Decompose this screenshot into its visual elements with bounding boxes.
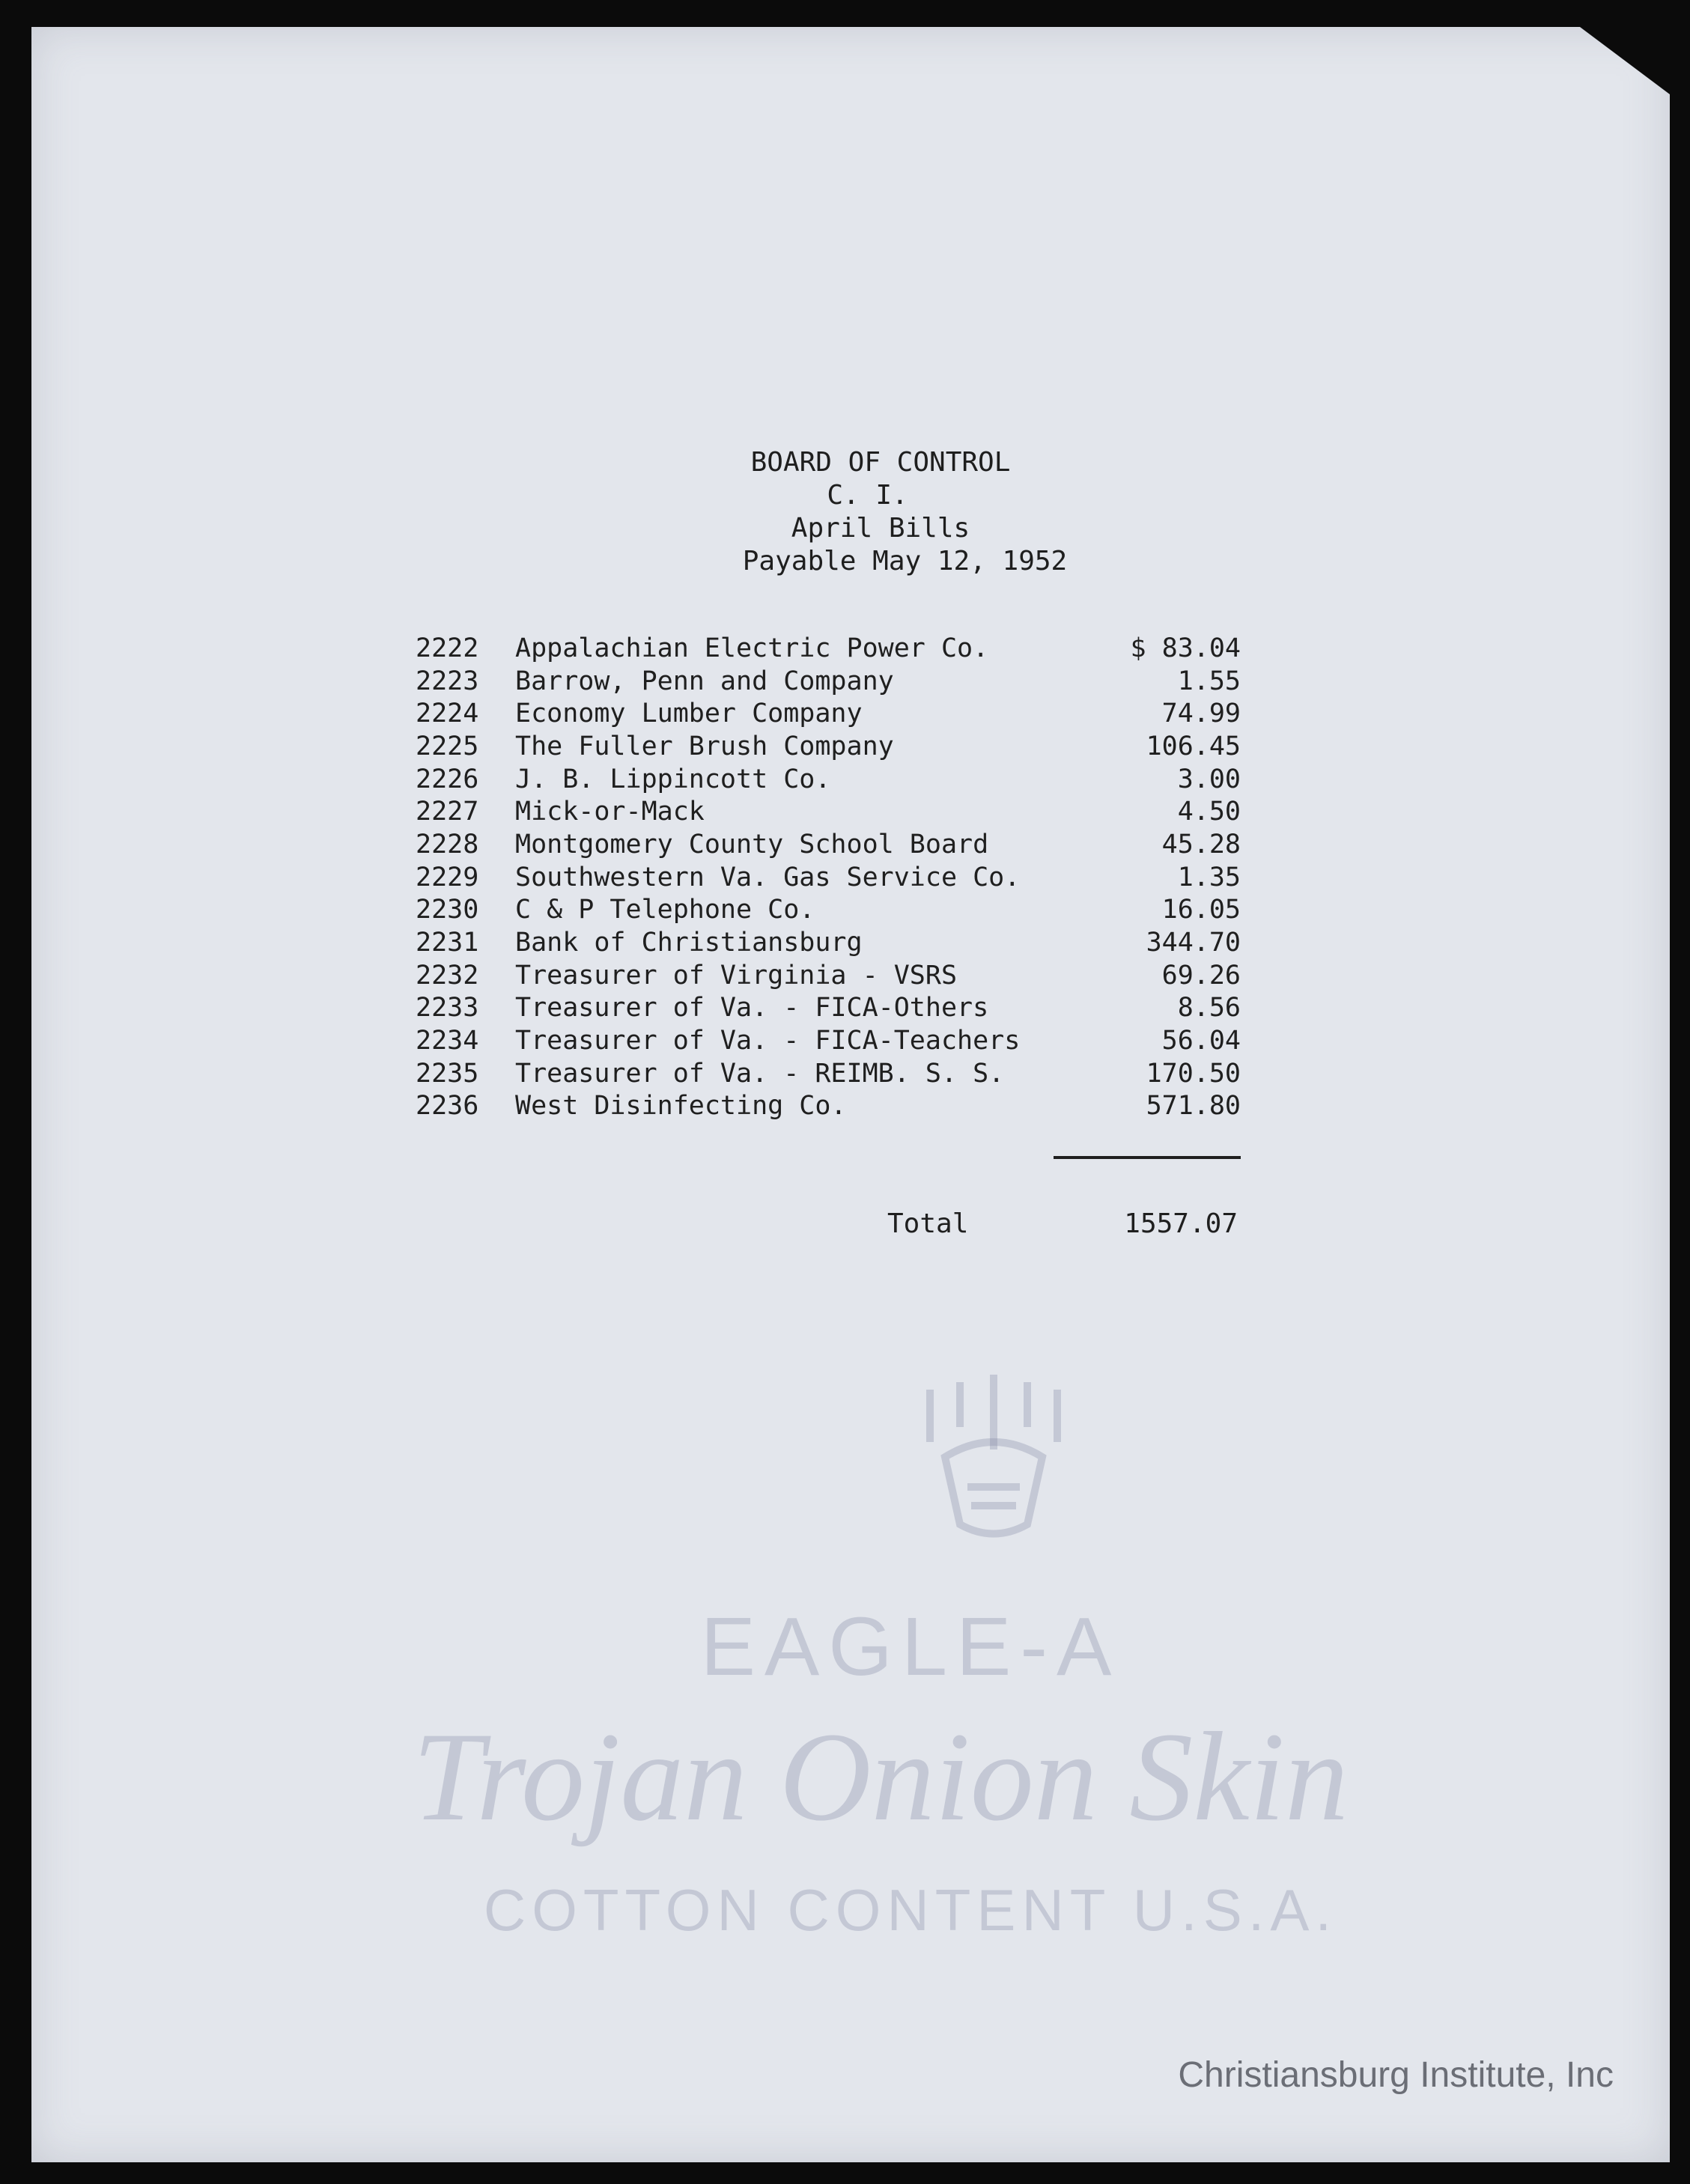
bill-payee: Treasurer of Va. - FICA-Others bbox=[515, 993, 989, 1023]
bill-amount: 1.55 bbox=[1177, 666, 1241, 696]
bill-row bbox=[416, 632, 1241, 665]
bill-payee: Treasurer of Virginia - VSRS bbox=[515, 960, 958, 991]
bill-payee: Treasurer of Va. - FICA-Teachers bbox=[515, 1026, 1021, 1056]
bill-payee: Economy Lumber Company bbox=[515, 699, 863, 729]
bill-amount: 45.28 bbox=[1161, 829, 1241, 860]
bill-row bbox=[416, 665, 1241, 698]
bill-row bbox=[416, 697, 1241, 730]
bill-amount: 344.70 bbox=[1146, 928, 1241, 958]
total-row bbox=[875, 1208, 1265, 1239]
bill-row bbox=[416, 1090, 1241, 1123]
total-value: 1557.07 bbox=[1124, 1208, 1238, 1239]
bill-amount: 16.05 bbox=[1161, 895, 1241, 925]
bill-row bbox=[416, 1024, 1241, 1057]
heading-month: April Bills bbox=[791, 513, 970, 544]
bill-row bbox=[416, 926, 1241, 959]
watermark-paper-name: Trojan Onion Skin bbox=[413, 1706, 1349, 1847]
bill-number: 2231 bbox=[416, 928, 479, 958]
bill-payee: Barrow, Penn and Company bbox=[515, 666, 894, 696]
bill-payee: Bank of Christiansburg bbox=[515, 928, 863, 958]
bill-amount: 8.56 bbox=[1177, 993, 1241, 1023]
bill-amount: 56.04 bbox=[1161, 1026, 1241, 1056]
bill-number: 2234 bbox=[416, 1026, 479, 1056]
bill-amount: 106.45 bbox=[1146, 731, 1241, 761]
bill-number: 2232 bbox=[416, 960, 479, 991]
bill-row bbox=[416, 795, 1241, 828]
document-heading bbox=[31, 446, 1670, 578]
bill-payee: Montgomery County School Board bbox=[515, 829, 989, 860]
bill-row bbox=[416, 1057, 1241, 1090]
bill-number: 2226 bbox=[416, 764, 479, 794]
bill-amount: 69.26 bbox=[1161, 960, 1241, 991]
bill-row bbox=[416, 861, 1241, 894]
total-label: Total bbox=[887, 1208, 969, 1239]
heading-payable-date: Payable May 12, 1952 bbox=[742, 546, 1068, 577]
bill-amount: 74.99 bbox=[1161, 699, 1241, 729]
bill-number: 2236 bbox=[416, 1091, 479, 1122]
bill-row bbox=[416, 992, 1241, 1025]
bill-number: 2227 bbox=[416, 797, 479, 827]
sum-underline bbox=[1054, 1156, 1241, 1159]
paper-sheet bbox=[31, 27, 1670, 2162]
bill-row bbox=[416, 894, 1241, 927]
torn-corner bbox=[1580, 27, 1670, 94]
watermark-brand: EAGLE-A bbox=[700, 1601, 1121, 1693]
bill-row bbox=[416, 730, 1241, 763]
heading-board: BOARD OF CONTROL bbox=[750, 447, 1011, 478]
bill-payee: C & P Telephone Co. bbox=[515, 895, 815, 925]
bill-payee: West Disinfecting Co. bbox=[515, 1091, 847, 1122]
bill-amount: 170.50 bbox=[1146, 1058, 1241, 1089]
watermark-content: COTTON CONTENT U.S.A. bbox=[483, 1877, 1338, 1943]
bill-payee: Treasurer of Va. - REIMB. S. S. bbox=[515, 1058, 1005, 1089]
bill-number: 2228 bbox=[416, 829, 479, 860]
bill-number: 2230 bbox=[416, 895, 479, 925]
bill-number: 2224 bbox=[416, 699, 479, 729]
heading-institution: C. I. bbox=[827, 480, 908, 511]
bill-payee: Southwestern Va. Gas Service Co. bbox=[515, 862, 1021, 892]
bill-row bbox=[416, 828, 1241, 861]
bill-number: 2222 bbox=[416, 633, 479, 663]
bill-amount: 3.00 bbox=[1177, 764, 1241, 794]
bill-number: 2233 bbox=[416, 993, 479, 1023]
bill-amount: $ 83.04 bbox=[1130, 633, 1241, 663]
bill-amount: 571.80 bbox=[1146, 1091, 1241, 1122]
bill-payee: Mick-or-Mack bbox=[515, 797, 705, 827]
bill-number: 2225 bbox=[416, 731, 479, 761]
bill-payee: J. B. Lippincott Co. bbox=[515, 764, 831, 794]
bill-number: 2235 bbox=[416, 1058, 479, 1089]
bill-number: 2223 bbox=[416, 666, 479, 696]
bill-amount: 1.35 bbox=[1177, 862, 1241, 892]
bill-number: 2229 bbox=[416, 862, 479, 892]
bill-payee: The Fuller Brush Company bbox=[515, 731, 894, 761]
eagle-emblem-icon bbox=[915, 1360, 1072, 1547]
bill-payee: Appalachian Electric Power Co. bbox=[515, 633, 989, 663]
bills-list bbox=[416, 632, 1241, 1122]
archive-credit: Christiansburg Institute, Inc bbox=[1178, 2055, 1614, 2095]
bill-row bbox=[416, 763, 1241, 796]
bill-amount: 4.50 bbox=[1177, 797, 1241, 827]
bill-row bbox=[416, 959, 1241, 992]
